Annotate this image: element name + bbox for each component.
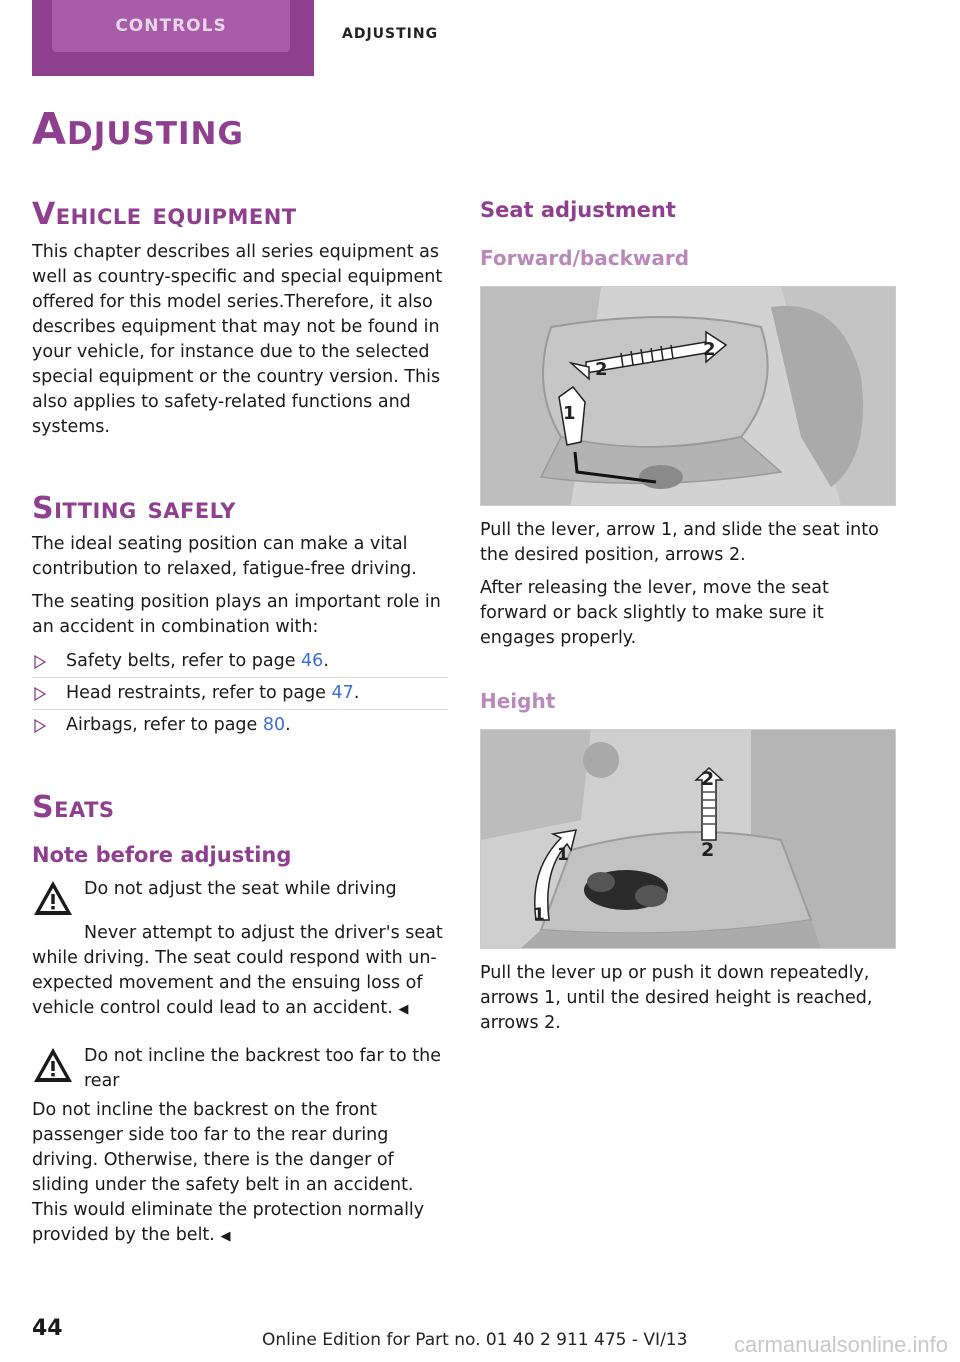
vehicle-equipment-heading: Vehicle equipment [32,197,297,232]
seat-adjustment-heading: Seat adjustment [480,198,676,222]
vehicle-equipment-body: This chapter describes all series equipment as well as country-specific and special equipment offered for this model series.Therefore, it also describes equipment that may not be found in your vehicle, for instance due to the selected special equipment or the country version. This also applies to safety-related functions and systems. [32,242,443,437]
arrow-2-label: 2 [701,839,715,861]
note-before-adjusting-heading: Note before adjusting [32,843,292,867]
reference-list [32,646,448,741]
warning-2-title: Do not incline the backrest too far to the rear [84,1046,442,1091]
page-link-47[interactable]: 47 [331,683,354,703]
height-p1: Pull the lever up or push it down repeatedly, arrows 1, until the desired height is reached, arrows 2. [480,963,873,1033]
arrow-1-label: 1 [533,905,545,925]
arrow-1-label: 1 [557,845,569,865]
left-column [32,196,448,1249]
list-item-text: Safety belts, refer to page [66,651,302,671]
sitting-safely-p2: The seating position plays an important role in an accident in combination with: [32,592,441,637]
header-tab-controls[interactable] [32,0,314,76]
triangle-bullet-icon [34,687,46,701]
sitting-safely-p1: The ideal seating position can make a vital contribution to relaxed, fatigue-free driving. [32,534,417,579]
height-heading: Height [480,689,556,713]
warning-1-body [32,921,448,1022]
list-item [32,709,448,741]
warning-2-body [32,1098,448,1249]
arrow-2-label: 2 [595,359,608,380]
page-link-46[interactable]: 46 [301,651,324,671]
warning-1-body-text: Never attempt to adjust the driver's seat while driving. The seat could respond with unexpected movement and the ensuing loss of vehicle control could lead to an accident. [32,923,443,1018]
warning-triangle-icon [32,879,74,917]
forward-backward-figure [480,286,896,506]
warning-1 [32,877,448,917]
arrow-2-label: 2 [703,339,716,360]
arrow-1-label: 1 [563,403,576,424]
warning-2 [32,1044,448,1094]
list-item [32,677,448,709]
warning-triangle-icon [32,1046,74,1084]
height-figure [480,729,896,949]
end-mark-icon: ◀ [398,1002,409,1017]
triangle-bullet-icon [34,655,46,669]
seat-height-illustration [481,730,895,948]
list-item-tail: . [285,715,291,735]
arrow-2-label: 2 [701,768,715,790]
list-item-text: Airbags, refer to page [66,715,263,735]
page-title: Adjusting [32,104,244,155]
end-mark-icon: ◀ [220,1229,231,1244]
seat-forward-backward-illustration [481,287,895,505]
edition-note: Online Edition for Part no. 01 40 2 911 475 - VI/13 [262,1330,688,1350]
list-item-tail: . [353,683,360,703]
watermark: carmanualsonline.info [733,1332,948,1357]
warning-2-body-text: Do not incline the backrest on the front passenger side too far to the rear during driving. Otherwise, there is the danger of sliding under the safety belt in an accident. This would eliminate the protection normally provided by the belt. [32,1100,425,1245]
page-number: 44 [32,1316,63,1341]
forward-backward-heading: Forward/backward [480,246,690,270]
header-tab-controls-label: CONTROLS [52,0,290,52]
list-item [32,646,448,677]
page-link-80[interactable]: 80 [262,715,286,735]
list-item-tail: . [323,651,329,671]
right-column [480,196,896,1036]
list-item-text: Head restraints, refer to page [66,683,332,703]
warning-1-title: Do not adjust the seat while driving [84,879,397,899]
triangle-bullet-icon [34,719,46,733]
sitting-safely-heading: Sitting safely [32,491,237,526]
forward-backward-p2: After releasing the lever, move the seat forward or back slightly to make sure it engages properly. [480,578,829,648]
forward-backward-p1: Pull the lever, arrow 1, and slide the seat into the desired position, arrows 2. [480,520,879,565]
header-tab-adjusting[interactable]: ADJUSTING [342,26,439,42]
seats-heading: Seats [32,790,115,825]
